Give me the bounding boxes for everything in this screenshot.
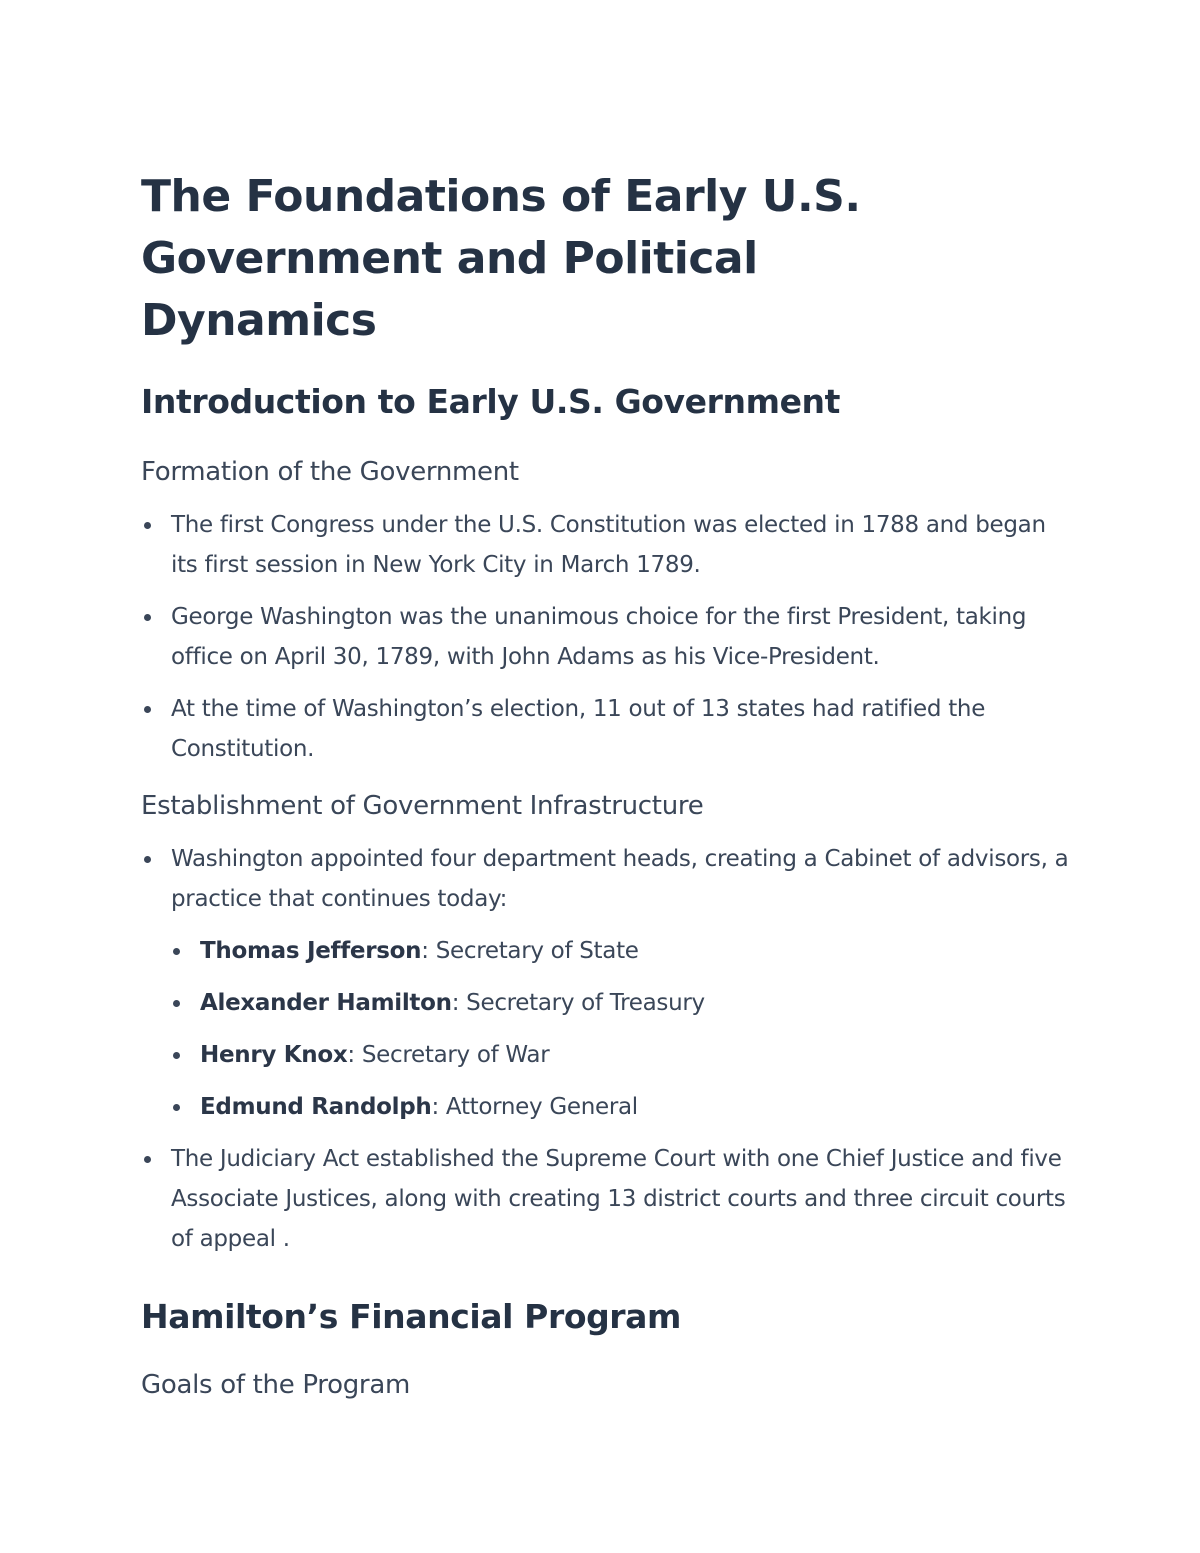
judiciary-list xyxy=(141,1139,1071,1259)
document-page xyxy=(141,166,1071,1400)
section-heading-hamilton: Hamilton’s Financial Program xyxy=(141,1297,682,1336)
list-item: The first Congress under the U.S. Constitution was elected in 1788 and began its first session in New York City in March 1789. xyxy=(141,505,1071,585)
cabinet-member-name: Edmund Randolph xyxy=(200,1094,432,1120)
list-item: George Washington was the unanimous choice for the first President, taking office on April 30, 1789, with John Adams as his Vice-President. xyxy=(141,597,1071,677)
section-heading-intro: Introduction to Early U.S. Government xyxy=(141,382,841,421)
subsection-heading-formation: Formation of the Government xyxy=(141,457,519,487)
subsection-heading-infrastructure: Establishment of Government Infrastructure xyxy=(141,791,704,821)
cabinet-member xyxy=(141,931,1071,971)
subsection-heading-goals: Goals of the Program xyxy=(141,1370,410,1400)
cabinet-member xyxy=(141,1087,1071,1127)
document-title: The Foundations of Early U.S. Government and Political Dynamics xyxy=(141,171,861,346)
list-item: At the time of Washington’s election, 11 out of 13 states had ratified the Constitution. xyxy=(141,689,1071,769)
infrastructure-list xyxy=(141,839,1071,919)
list-item: The Judiciary Act established the Supreme Court with one Chief Justice and five Associate Justices, along with creating 13 district courts and three circuit courts of appeal . xyxy=(141,1139,1071,1259)
cabinet-member-name: Henry Knox xyxy=(200,1042,348,1068)
cabinet-member-role: : Secretary of Treasury xyxy=(451,990,705,1016)
list-item: Washington appointed four department heads, creating a Cabinet of advisors, a practice that continues today: xyxy=(141,839,1071,919)
formation-list xyxy=(141,505,1071,769)
cabinet-member-name: Alexander Hamilton xyxy=(200,990,452,1016)
cabinet-member-name: Thomas Jefferson xyxy=(200,938,422,964)
cabinet-member-role: : Secretary of War xyxy=(347,1042,550,1068)
cabinet-list xyxy=(141,931,1071,1127)
cabinet-member xyxy=(141,983,1071,1023)
cabinet-member xyxy=(141,1035,1071,1075)
cabinet-member-role: : Secretary of State xyxy=(421,938,639,964)
cabinet-member-role: : Attorney General xyxy=(431,1094,638,1120)
